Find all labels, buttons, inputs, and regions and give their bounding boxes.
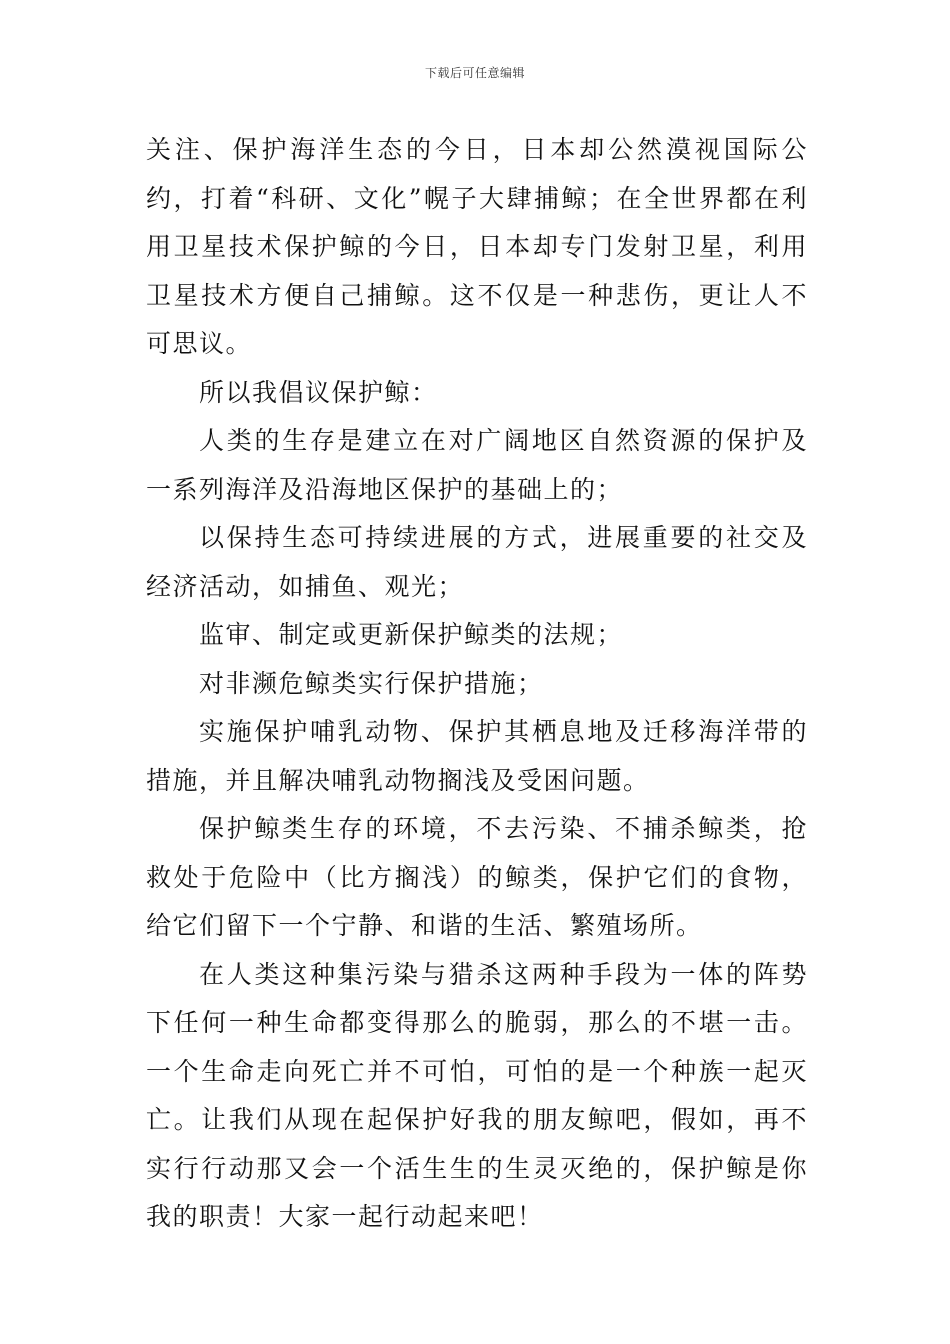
paragraph-4: 以保持生态可持续进展的方式，进展重要的社交及经济活动，如捕鱼、观光； [146,523,808,601]
paragraph-6: 对非濒危鲸类实行保护措施； [199,668,544,698]
paragraph-8: 保护鲸类生存的环境，不去污染、不捕杀鲸类，抢救处于危险中（比方搁浅）的鲸类，保护它们的食物，给它们留下一个宁静、和谐的生活、繁殖场所。 [146,814,808,940]
page-header: 下载后可任意编辑 [424,66,525,80]
paragraph-7: 实施保护哺乳动物、保护其栖息地及迁移海洋带的措施，并且解决哺乳动物搁浅及受困问题。 [146,717,808,795]
paragraph-2: 所以我倡议保护鲸： [199,377,438,407]
paragraph-1: 关注、保护海洋生态的今日，日本却公然漠视国际公约，打着“科研、文化”幌子大肆捕鲸；在全世界都在利用卫星技术保护鲸的今日，日本却专门发射卫星，利用卫星技术方便自己捕鲸。这不仅是一种悲伤，更让人不可思议。 [146,135,808,358]
document-body [146,126,808,1242]
paragraph-3: 人类的生存是建立在对广阔地区自然资源的保护及一系列海洋及沿海地区保护的基础上的； [146,426,808,504]
paragraph-5: 监审、制定或更新保护鲸类的法规； [199,620,624,649]
paragraph-9: 在人类这种集污染与猎杀这两种手段为一体的阵势下任何一种生命都变得那么的脆弱，那么的不堪一击。一个生命走向死亡并不可怕，可怕的是一个种族一起灭亡。让我们从现在起保护好我的朋友鲸吧，假如，再不实行行动那又会一个活生生的生灵灭绝的，保护鲸是你我的职责！大家一起行动起来吧！ [146,959,808,1231]
